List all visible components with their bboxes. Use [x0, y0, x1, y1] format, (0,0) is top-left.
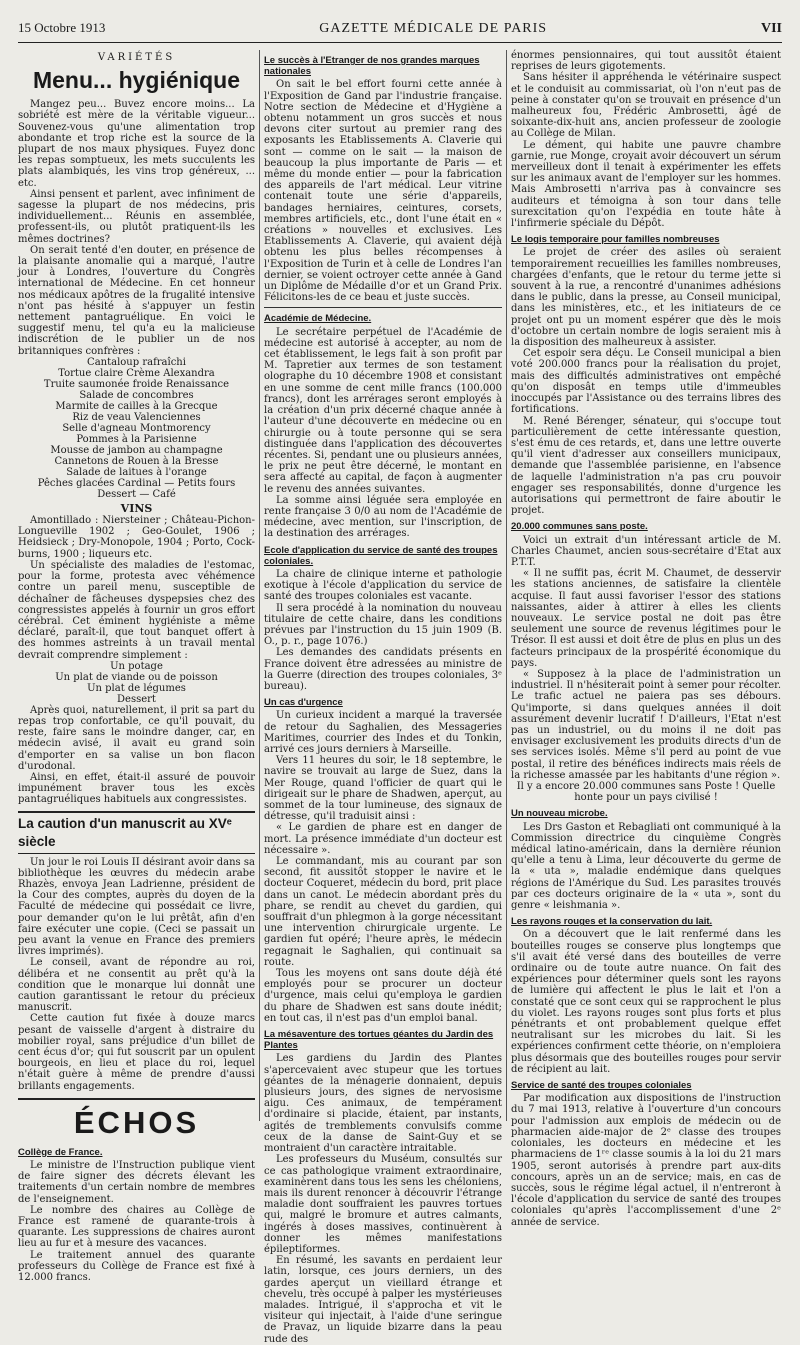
wines-list: Amontillado : Niersteiner ; Château-Pichon-Longueville 1902 ; Geo-Goulet, 1906 ; Heidsieck ; Dry-Monopole, 1904 ; Porto, Cock-burns, 1900 ; liqueurs etc. — [18, 515, 255, 560]
paragraph: Après quoi, naturellement, il prit sa part du repas trop confortable, ce qu'il pouvait, du reste, faire sans le moindre danger, car, en médecin avisé, il avait eu grand soin d'emporter en sa valise un bon flacon d'urodonal. — [18, 704, 255, 772]
running-head — [18, 20, 782, 43]
paragraph: Un jour le roi Louis II désirant avoir dans sa bibliothèque les œuvres du médecin arabe Rhazès, envoya Jean Ladrienne, président de la Cour des comptes, auprès du doyen de la Faculté de médecine qui possédait ce livre, pour demander qu'on le lui prêtât, afin d'en faire exécuter une copie. (Ceci se passait un peu avant la venue en France des premiers livres imprimés). — [18, 856, 255, 958]
paragraph: Un spécialiste des maladies de l'estomac, pour la forme, protesta avec véhémence contre un pareil menu, susceptible de déchaîner de fâcheuses dyspepsies chez des congressistes appelés à fournir un gros effort cérébral. Cet éminent hygiéniste a même déclaré, paraît-il, que tout banquet offert à des hommes astreints à un travail mental devrait comprendre simplement : — [18, 559, 255, 661]
subsection-title: Un cas d'urgence — [264, 697, 343, 709]
menu-item: Riz de veau Valenciennes — [72, 411, 201, 423]
paragraph: « Supposez à la place de l'administration un industriel. Il n'hésiterait point à semer pour récolter. Le trafic actuel ne paiera pas ses débours. Qu'importe, si dans quelques années il doit assurément devenir lucratif ! D'ailleurs, l'Etat n'est pas un industriel, ou du moins il ne doit pas envisager exclusivement les produits directs d'un de ses services isolés. Même s'il perd au point de vue postal, il retire des bénéfices indirects mais réels de la richesse amassée par les habitants d'une région ». — [511, 668, 781, 781]
paragraph: Ainsi pensent et parlent, avec infiniment de sagesse la plupart de nos médecins, pris individuellement... Réunis en assemblée, professent-ils, ou plutôt pratiquent-ils les mêmes doctrines? — [18, 188, 255, 245]
section-title-echos: ÉCHOS — [18, 1098, 255, 1142]
paragraph: Par modification aux dispositions de l'instruction du 7 mai 1913, relative à l'ouverture d'un concours pour l'admission aux emplois de médecin ou de pharmacien aide-major de 2ᵉ classe des troupes coloniales, les docteurs en médecine et les pharmaciens de 1ʳᵉ classe soumis à la loi du 21 mars 1905, seront autorisés à prendre part aux-dits concours, après un an de service; mais, en cas de succès, sous le régime légal actuel, il n'entreront à l'école d'application du service de santé des troupes coloniales qu'après l'accomplissement d'une 2ᵉ année de service. — [511, 1093, 781, 1228]
paragraph: Le nombre des chaires au Collège de France est ramené de quarante-trois à quarante. Les suppressions de chaires auront lieu au fur et à mesure des vacances. — [18, 1204, 255, 1250]
subsection-title: Service de santé des troupes coloniales — [511, 1080, 692, 1092]
paragraph: Voici un extrait d'un intéressant article de M. Charles Chaumet, ancien sous-secrétaire d'Etat aux P.T.T. — [511, 534, 781, 568]
paragraph: Le projet de créer des asiles où seraient temporairement recueillies les familles nombreuses, chargées d'enfants, que le retour du terme jette si souvent à la rue, a rencontré d'unanimes adhésions dans le public, dans la presse, au Conseil municipal, dans les ministères, etc., et les initiateurs de ce projet ont pu un moment espérer que dès le mois d'octobre un certain nombre de logis seraient mis à la disposition des malheureux à assister. — [511, 247, 781, 349]
wines-title: VINS — [120, 501, 153, 515]
article-title-caution: La caution d'un manuscrit au XVᵉ siècle — [18, 811, 255, 854]
subsection-title: Académie de Médecine. — [264, 313, 372, 325]
paragraph: Cette caution fut fixée à douze marcs pesant de vaisselle d'argent à distraire du mobilier royal, sans préjudice d'un billet de cent écus d'or; qui fut souscrit par un opulent bourgeois, en lieu et place du roi, lequel n'était guère à même de prendre d'aussi brillants engagements. — [18, 1013, 255, 1092]
paragraph: On sait le bel effort fourni cette année à l'Exposition de Gand par l'industrie française. Notre section de Médecine et d'Hygiène a obtenu notamment un gros succès et nous devons citer surtout au premier rang des exposants les Etablissements A. Claverie qui sont — comme on le sait — la maison de beaucoup la plus importante de Paris — et même du monde entier — pour la fabrication des appareils de l'art médical. Leur vitrine contenait toute une série d'appareils, bandages herniaires, ceintures, corsets, membres artificiels, etc., dont l'une était en « créations » nouvelles et exclusives. Les Etablissements A. Claverie, qui avaient déjà obtenu les plus belles récompenses à l'Exposition de Turin et à celle de Londres l'an dernier, se voient octroyer cette année à Gand un Diplôme de Médaille d'or et un Grand Prix. Félicitons-les de ce beau et juste succès. — [264, 79, 502, 304]
menu-item: Dessert — [117, 693, 156, 705]
paragraph: Les demandes des candidats présents en France doivent être adressées au ministre de la Guerre (direction des troupes coloniales, 3ᵉ bureau). — [264, 647, 502, 692]
column-1 — [18, 50, 255, 1284]
paragraph: Vers 11 heures du soir, le 18 septembre, le navire se trouvait au large de Suez, dans la Mer Rouge, quand l'officier de quart qui le dirigeait sur le phare de Shadwen, aperçut, au sommet de la tour lumineuse, des signaux de détresse, qu'il traduisit ainsi : — [264, 755, 502, 823]
paragraph: « Le gardien de phare est en danger de mort. La présence immédiate d'un docteur est nécessaire ». — [264, 822, 502, 856]
paragraph: « Il ne suffit pas, écrit M. Chaumet, de desservir les stations anciennes, de satisfaire la clientèle acquise. Il faut aussi favoriser l'essor des stations naissantes, aider à attirer à elles les clients nouveaux. Le service postal ne doit pas être seulement une source de revenus légitimes pour le Trésor. Il est aussi et doit être de plus en plus un des facteurs principaux de la prospérité économique du pays. — [511, 568, 781, 669]
paragraph: Ainsi, en effet, était-il assuré de pouvoir impunément braver tous les excès pantagruéliques habituels aux congressistes. — [18, 771, 255, 806]
menu-item: Cantaloup rafraîchi — [87, 356, 186, 368]
paragraph: On a découvert que le lait renfermé dans les bouteilles rouges se conserve plus longtemps que s'il avait été versé dans des bouteilles de verre ordinaire ou de toute autre nuance. On fait des expériences pour déterminer quels sont les rayons de lumière qui affectent le plus le lait et l'on a constaté que ce sont ceux qui se rapprochent le plus du violet. Les rayons rouges sont plus forts et plus pénétrants et ont probablement quelque effet neutralisant sur les microbes du lait. Si les expériences confirment cette théorie, on n'emploiera plus désormais que des bouteilles rouges pour servir de récipient au lait. — [511, 929, 781, 1075]
paragraph: Mangez peu... Buvez encore moins... La sobriété est mère de la véritable vigueur... Souvenez-vous qu'une alimentation trop abondante et trop riche est la source de la plupart de nos maux physiques. Fuyez donc les repas somptueux, les mets succulents les plats alambiqués, les vins trop généreux, ... etc. — [18, 99, 255, 189]
subsection-title: Ecole d'application du service de santé des troupes coloniales. — [264, 544, 498, 567]
menu-item: Pêches glacées Cardinal — Petits fours — [37, 477, 236, 489]
paragraph: Les gardiens du Jardin des Plantes s'apercevaient avec stupeur que les tortues géantes de la ménagerie donnaient, depuis plusieurs jours, des signes de nervosisme aigu. Ces animaux, de tempérament d'ordinaire si placide, étaient, par instants, agités de tremblements convulsifs comme ceux de la danse de Saint-Guy et se montraient d'un caractère intraitable. — [264, 1053, 502, 1155]
menu-item: Pommes à la Parisienne — [76, 433, 197, 445]
menu-item: Selle d'agneau Montmorency — [62, 422, 211, 434]
menu-item: Un plat de viande ou de poisson — [55, 671, 218, 683]
subsection-title: Les rayons rouges et la conservation du lait. — [511, 916, 713, 928]
menu-item: Cannetons de Rouen à la Bresse — [54, 455, 219, 467]
column-rule-2 — [506, 50, 507, 1121]
paragraph: M. René Bérenger, sénateur, qui s'occupe tout particulièrement de cette intéressante question, s'est ému de ces retards, et, dans une lettre ouverte qu'il vient d'adresser aux conseillers municipaux, demande que l'assemblée parisienne, en l'absence de laquelle l'administration n'a pas cru pouvoir engager ses responsabilités, donne d'urgence les autorisations qui permettront de faire aboutir le projet. — [511, 415, 781, 517]
menu-item: Dessert — Café — [97, 488, 176, 500]
paragraph: Il sera procédé à la nomination du nouveau titulaire de cette chaire, dans les conditions prévues par l'instruction du 15 juin 1909 (B. O., p. r., page 1076.) — [264, 602, 502, 648]
journal-title: GAZETTE MÉDICALE DE PARIS — [319, 21, 548, 36]
paragraph: Sans hésiter il appréhenda le vétérinaire suspect et le conduisit au commissariat, où l'on n'eut pas de peine à constater qu'on se trouvait en présence d'un malheureux fou, Frédéric Ambrosetti, âgé de soixante-dix-huit ans, ancien professeur de zoologie au Collège de Milan. — [511, 72, 781, 140]
section-kicker: VARIÉTÉS — [97, 52, 176, 63]
article-title-menu: Menu... hygiénique — [32, 67, 240, 94]
subsection-title: 20.000 communes sans poste. — [511, 521, 648, 533]
subsection-title: Le logis temporaire pour familles nombreuses — [511, 234, 720, 246]
subsection-title: Le succès à l'Etranger de nos grandes marques nationales — [264, 55, 480, 78]
paragraph: Le conseil, avant de répondre au roi, délibéra et ne consentit au prêt qu'à la condition que le monarque lui donnât une caution garantissant le retour du précieux manuscrit. — [18, 957, 255, 1014]
page-number: VII — [760, 21, 782, 36]
paragraph: Les professeurs du Muséum, consultés sur ce cas pathologique vraiment extraordinaire, examinèrent dans tous les sens les chéloniens, mais ils durent renoncer à découvrir l'étrange maladie dont souffraient les pauvres tortues qui, malgré le bromure et autres calmants, ingérés à doses massives, continuèrent à donner les mêmes manifestations épileptiformes. — [264, 1154, 502, 1255]
menu-item: Un plat de légumes — [87, 682, 186, 694]
paragraph: Le dément, qui habite une pauvre chambre garnie, rue Monge, croyait avoir découvert un sérum merveilleux dont il tenait à expérimenter les effets sur les animaux avant de l'employer sur les hommes. Mais Ambrosetti n'arriva pas à convaincre ses auditeurs et témoigna à son tour dans telle surexcitation qu'on l'expédia en toute hâte à l'infirmerie spéciale du Dépôt. — [511, 139, 781, 230]
paragraph: Le ministre de l'Instruction publique vient de faire signer des décrets élevant les traitements d'un certain nombre de membres de l'enseignement. — [18, 1160, 255, 1205]
column-3 — [511, 50, 781, 1228]
paragraph: Il y a encore 20.000 communes sans Poste ! Quelle honte pour un pays civilisé ! — [516, 781, 776, 804]
column-rule-1 — [259, 50, 260, 1121]
simple-menu-list — [18, 661, 255, 705]
paragraph: énormes pensionnaires, qui tout aussitôt étaient reprises de leurs gigotements. — [511, 50, 781, 73]
issue-date: 15 Octobre 1913 — [18, 20, 106, 35]
menu-list — [18, 357, 255, 500]
divider — [264, 307, 502, 308]
subsection-title: La mésaventure des tortues géantes du Jardin des Plantes — [264, 1029, 494, 1052]
paragraph: La somme ainsi léguée sera employée en rente française 3 0/0 au nom de l'Académie de médecine, avec mention, sur l'inscription, de la destination des arrérages. — [264, 494, 502, 540]
paragraph: Tous les moyens ont sans doute déjà été employés pour se procurer un docteur d'urgence, mais celui qu'employa le gardien du phare de Shadwen est sans doute inédit; en tout cas, il n'est pas d'un emploi banal. — [264, 968, 502, 1024]
paragraph: En résumé, les savants en perdaient leur latin, lorsque, ces jours derniers, un des gardes aperçut un vieillard étrange et chevelu, très occupé à palper les mystérieuses malades. Intrigué, il s'approcha et vit le visiteur qui injectait, à l'aide d'une seringue de Pravaz, un liquide bizarre dans la peau rude des — [264, 1255, 502, 1345]
menu-item: Mousse de jambon au champagne — [50, 444, 223, 456]
subsection-title: Un nouveau microbe. — [511, 808, 608, 820]
column-2 — [264, 50, 502, 1345]
paragraph: Le traitement annuel des quarante professeurs du Collège de France est fixé à 12.000 francs. — [18, 1249, 255, 1284]
paragraph: Un curieux incident a marqué la traversée de retour du Saghalien, des Messageries Maritimes, courrier des Indes et du Tonkin, arrivé ces jours derniers à Marseille. — [264, 710, 502, 755]
menu-item: Un potage — [110, 660, 163, 672]
menu-item: Marmite de cailles à la Grecque — [55, 400, 218, 412]
subsection-title: Collège de France. — [18, 1146, 103, 1158]
menu-item: Tortue claire Crème Alexandra — [58, 367, 215, 379]
paragraph: Le secrétaire perpétuel de l'Académie de médecine est autorisé à accepter, au nom de cet établissement, le legs fait à son profit par M. Tapretier aux termes de son testament olographe du 10 décembre 1908 et consistant en une somme de cent mille francs (100.000 francs), dont les arrérages seront employés à la création d'un prix décerné chaque année à l'auteur d'une découverte en médecine ou en chirurgie ou à toute personne qui se sera distinguée dans l'application des découvertes récentes. Si, pendant une ou plusieurs années, le prix ne peut être décerné, le montant en sera affecté au capital, de façon à augmenter le revenu des années suivantes. — [264, 326, 502, 495]
paragraph: On serait tenté d'en douter, en présence de la plaisante anomalie qui a marqué, l'autre jour à Londres, l'ouverture du Congrès international de Médecine. En cet honneur nos médicaux apôtres de la frugalité intensive n'ont pas hésité à s'appuyer un festin nettement pantagruélique. En voici le suggestif menu, tel qu'a eu la malicieuse indiscrétion de le publier un de nos britanniques confrères : — [18, 244, 255, 357]
paragraph: Les Drs Gaston et Rebagliati ont communiqué à la Commission directrice du cinquième Congrès médical latino-américain, dans la dernière réunion qu'elle a tenu à Lima, leur découverte du germe de la « uta », maladie endémique dans quelques régions de l'Amérique du Sud. Les parasites trouvés par ces docteurs originaire de la « uta », sont du genre « leishmania ». — [511, 821, 781, 912]
paragraph: Le commandant, mis au courant par son second, fit aussitôt stopper le navire et le docteur Coqueret, médecin du bord, prit place dans un canot. Le médecin abordant près du phare, se rendit au chevet du gardien, qui souffrait d'un phlegmon à la gorge nécessitant une intervention chirurgicale urgente. Le gardien fut opéré; l'heure après, le médecin regagnait le Saghalien, qui continuait sa route. — [264, 856, 502, 968]
menu-item: Salade de concombres — [79, 389, 194, 401]
paragraph: La chaire de clinique interne et pathologie exotique à l'école d'application du service de santé des troupes coloniales est vacante. — [264, 568, 502, 603]
menu-item: Truite saumonée froide Renaissance — [43, 378, 230, 390]
menu-item: Salade de laitues à l'orange — [66, 466, 207, 478]
paragraph: Cet espoir sera déçu. Le Conseil municipal a bien voté 200.000 francs pour la réalisation du projet, mais des difficultés administratives ont empêché qu'on disposât en temps utile d'immeubles inoccupés par l'Assistance ou des terrains libres des fortifications. — [511, 348, 781, 416]
